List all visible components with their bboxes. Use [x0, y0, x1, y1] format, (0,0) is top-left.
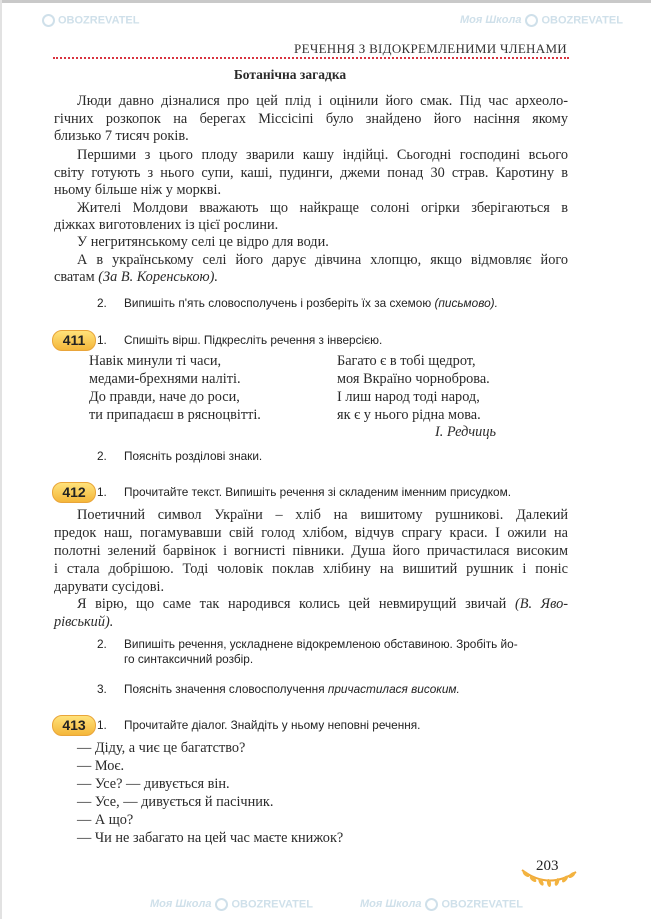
task-instruction [97, 682, 460, 697]
task-number: 2. [97, 637, 107, 651]
exercise-badge: 411 [52, 330, 96, 351]
text-fragment: сватам [54, 269, 99, 285]
poem-author: І. Редчиць [435, 424, 496, 440]
task-text-italic: (письмово). [434, 296, 498, 310]
task-text: го синтаксичний розбір. [124, 652, 254, 666]
text-line: і стала добрішою. Тоді чоловік поклав хлібину на вишитий рушник і поніс [54, 561, 568, 577]
text-line: дарувати сусідові. [54, 579, 165, 595]
task-instruction [97, 637, 518, 667]
watermark: Моя Школа OBOZREVATEL [460, 14, 623, 27]
task-instruction [97, 485, 511, 500]
text-line [54, 269, 568, 286]
task-instruction [97, 296, 498, 311]
task-number: 2. [97, 296, 107, 310]
text-line: Поетичний символ України – хліб на вишитому рушникові. Далекий [77, 507, 568, 523]
task-number: 2. [97, 449, 107, 463]
poem-stanza-right [337, 352, 490, 424]
text-line: світу готують з нього супи, каші, пудинги, джеми понад 30 страв. Каротину в [54, 165, 568, 181]
text-line: Жителі Молдови вважають що найкраще солоні огірки зберігаються в [77, 200, 568, 216]
text-line: предок наш, погамувавши свій голод хлібом, відчув спрагу краси. І ожили на [54, 525, 568, 541]
dialogue-line: — Усе? — дивується він. [77, 776, 230, 792]
running-header: РЕЧЕННЯ З ВІДОКРЕМЛЕНИМИ ЧЛЕНАМИ [294, 41, 567, 56]
task-text-italic: причастилася високим. [327, 682, 460, 696]
poem-line: До правди, наче до роси, [89, 389, 240, 405]
page-number: 203 [536, 858, 559, 874]
scan-border [0, 0, 651, 3]
header-divider [53, 57, 569, 59]
task-number: 3. [97, 682, 107, 696]
task-number: 1. [97, 333, 107, 347]
exercise-badge: 413 [52, 715, 96, 736]
text-title: Ботанічна загадка [233, 67, 347, 82]
poem-line: ти припадаєш в рясноцвітті. [89, 407, 261, 423]
source-citation: (За В. Коренською). [98, 269, 218, 285]
task-instruction [97, 718, 420, 733]
wheat-ornament-icon [518, 866, 580, 890]
dialogue-line: — Діду, а чиє це багатство? [77, 740, 246, 756]
exercise-badge: 412 [52, 482, 96, 503]
watermark: OBOZREVATEL [42, 14, 139, 27]
poem-line: Багато є в тобі щедрот, [337, 353, 476, 369]
dialogue-line: — Усе, — дивується й пасічник. [77, 794, 274, 810]
text-fragment: Я вірю, що саме так народився колись цей невмирущий звичай [77, 596, 515, 612]
scan-border-left [0, 0, 2, 919]
poem-line: І лиш народ тоді народ, [337, 389, 480, 405]
task-number: 1. [97, 718, 107, 732]
text-line [54, 614, 568, 631]
dialogue-line: — Чи не забагато на цей час маєте книжок? [77, 830, 344, 846]
source-citation: (В. Яво- [514, 596, 569, 612]
task-number: 1. [97, 485, 107, 499]
poem-stanza-left [89, 352, 261, 424]
text-line: ньому більше ніж у моркві. [54, 182, 222, 198]
text-line: Люди давно дізналися про цей плід і оцінили його смак. Під час археоло- [77, 93, 568, 109]
text-line: А в українському селі його дарує дівчина хлопцю, якщо відмовляє його [77, 252, 568, 268]
text-line: близько 7 тисяч років. [54, 128, 189, 144]
watermark: Моя Школа OBOZREVATEL [150, 898, 313, 911]
task-text: Випишіть речення, ускладнене відокремленою обставиною. Зробіть йо- [124, 637, 518, 651]
task-text: Випишіть п'ять словосполучень і розберіть їх за схемою [124, 296, 435, 310]
task-text: Поясніть розділові знаки. [124, 449, 263, 463]
dialogue-line: — Моє. [77, 758, 125, 774]
dialogue-line: — А що? [77, 812, 134, 828]
text-line: діжках виготовлених із цієї рослини. [54, 217, 279, 233]
watermark: Моя Школа OBOZREVATEL [360, 898, 523, 911]
text-line [77, 596, 568, 613]
dialogue [77, 739, 343, 847]
poem-line: як є у нього рідна мова. [337, 407, 481, 423]
task-instruction [97, 449, 262, 464]
task-text: Прочитайте текст. Випишіть речення зі складеним іменним присудком. [124, 485, 512, 499]
task-text: Поясніть значення словосполучення [124, 682, 328, 696]
text-line: Першими з цього плоду зварили кашу індійці. Сьогодні господині всього [77, 147, 568, 163]
task-text: Прочитайте діалог. Знайдіть у ньому неповні речення. [124, 718, 421, 732]
text-line: У негритянському селі це відро для води. [77, 234, 329, 250]
task-text: Спишіть вірш. Підкресліть речення з інверсією. [124, 333, 383, 347]
task-instruction [97, 333, 382, 348]
text-line: полотні зелений барвінок і вогнисті півники. Душа його причастилася високим [54, 543, 568, 559]
source-citation: рівський). [54, 614, 114, 630]
poem-line: медами-брехнями наліті. [89, 371, 241, 387]
poem-line: Навік минули ті часи, [89, 353, 222, 369]
text-line: гічних розкопок на берегах Міссісіпі було знайдено його насіння якому [54, 111, 568, 127]
poem-line: моя Вкраїно чорноброва. [337, 371, 490, 387]
